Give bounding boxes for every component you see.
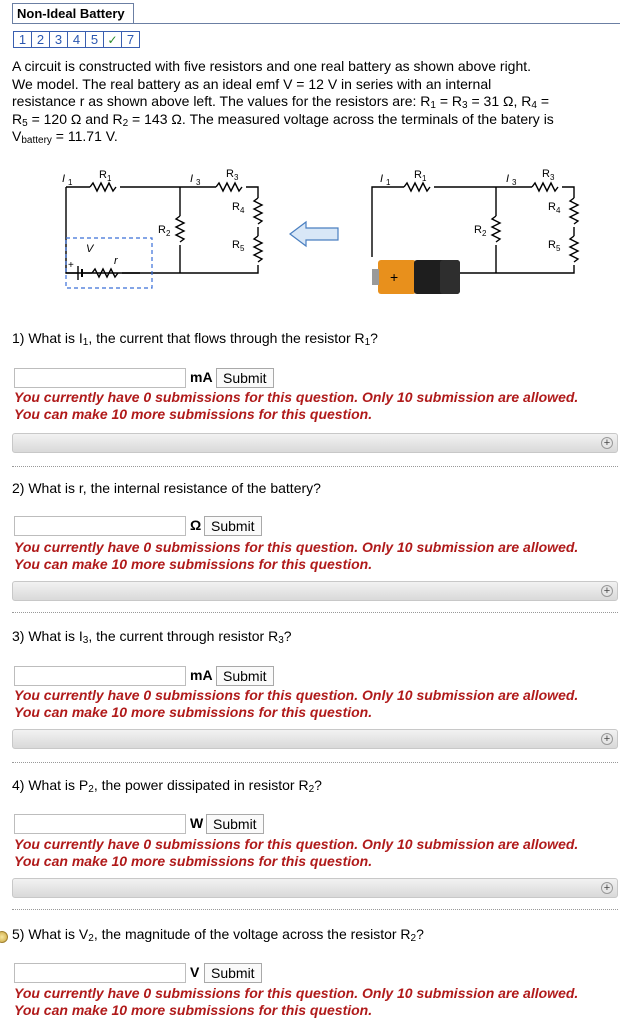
svg-text:I: I — [380, 173, 384, 185]
answer-2-input[interactable] — [14, 516, 186, 536]
svg-text:3: 3 — [512, 178, 517, 187]
label-r-internal: r — [114, 255, 118, 267]
svg-text:2: 2 — [482, 229, 487, 238]
hint-bar-3[interactable] — [12, 729, 618, 749]
answer-1-unit: mA — [190, 369, 213, 385]
submission-status-1: You currently have 0 submissions for this question. Only 10 submission are allowed. You can make 10 more submissions for this question. — [14, 389, 579, 422]
battery-plus-sign: + — [68, 260, 74, 271]
expand-plus-icon[interactable]: + — [601, 882, 613, 894]
label-i1: I — [62, 173, 66, 185]
step-3-link[interactable]: 3 — [49, 31, 68, 48]
svg-text:I: I — [506, 173, 510, 185]
svg-text:4: 4 — [556, 206, 561, 215]
step-navigation — [13, 31, 139, 48]
label-r3: R — [226, 168, 234, 180]
svg-text:3: 3 — [550, 173, 555, 182]
label-r5: R — [232, 239, 240, 251]
question-4: 4) What is $P_2$, the power dissipated in resistor $R_2$? — [12, 777, 322, 795]
submit-2-button[interactable]: Submit — [204, 516, 262, 536]
svg-text:+: + — [390, 269, 399, 285]
svg-text:5: 5 — [240, 244, 245, 253]
step-1-link[interactable]: 1 — [13, 31, 32, 48]
svg-text:3: 3 — [196, 178, 201, 187]
submit-5-button[interactable]: Submit — [204, 963, 262, 983]
expand-plus-icon[interactable]: + — [601, 733, 613, 745]
svg-text:1: 1 — [107, 174, 112, 183]
submit-3-button[interactable]: Submit — [216, 666, 274, 686]
svg-text:R: R — [474, 224, 482, 236]
step-6-check-icon[interactable]: ✓ — [103, 31, 122, 48]
question-2: 2) What is r, the internal resistance of the battery? — [12, 480, 321, 496]
svg-text:4: 4 — [240, 206, 245, 215]
answer-5-unit: V — [190, 964, 200, 980]
svg-text:2: 2 — [166, 229, 171, 238]
step-7-link[interactable]: 7 — [121, 31, 140, 48]
submit-1-button[interactable]: Submit — [216, 368, 274, 388]
assignment-title: Non-Ideal Battery — [12, 3, 134, 23]
answer-3-unit: mA — [190, 667, 213, 683]
svg-text:R: R — [414, 169, 422, 181]
svg-text:R: R — [542, 168, 550, 180]
question-5: 5) What is $V_2$, the magnitude of the voltage across the resistor $R_2$? — [12, 926, 424, 944]
question-1: 1) What is $I_1$, the current that flows through the resistor $R_1$? — [12, 330, 378, 348]
current-question-bullet-icon — [0, 931, 8, 943]
hint-bar-2[interactable] — [12, 581, 618, 601]
arrow-icon — [290, 222, 338, 246]
battery-icon — [372, 260, 460, 294]
label-i3: I — [190, 173, 194, 185]
question-3: 3) What is $I_3$, the current through resistor $R_3$? — [12, 628, 292, 646]
svg-text:R: R — [548, 239, 556, 251]
svg-text:5: 5 — [556, 244, 561, 253]
expand-plus-icon[interactable]: + — [601, 585, 613, 597]
answer-2-unit: Ω — [190, 517, 202, 533]
svg-text:1: 1 — [386, 178, 391, 187]
hint-bar-4[interactable] — [12, 878, 618, 898]
submission-status-2: You currently have 0 submissions for this question. Only 10 submission are allowed. You can make 10 more submissions for this question. — [14, 539, 579, 572]
answer-4-input[interactable] — [14, 814, 186, 834]
svg-text:3: 3 — [234, 173, 239, 182]
circuit-diagram — [0, 160, 633, 300]
label-r1: R — [99, 169, 107, 181]
expand-plus-icon[interactable]: + — [601, 437, 613, 449]
svg-text:R: R — [548, 201, 556, 213]
hint-bar-1[interactable] — [12, 433, 618, 453]
submission-status-3: You currently have 0 submissions for this question. Only 10 submission are allowed. You can make 10 more submissions for this question. — [14, 687, 579, 720]
svg-text:1: 1 — [68, 178, 73, 187]
svg-text:1: 1 — [422, 174, 427, 183]
answer-1-input[interactable] — [14, 368, 186, 388]
problem-statement: A circuit is constructed with five resistors and one real battery as shown above right. We model. The real battery as an ideal emf V = 12 V in series with an internal resistance r as shown above left. The values for the resistors are: $R_1 = R_3 = 31$ Ω, $R_4$ = $R_5 = 120$ Ω and $R_2 = 143$ Ω. The measured voltage across the terminals of the batery is $V_{battery} = 11.71$ V. — [12, 58, 554, 146]
step-2-link[interactable]: 2 — [31, 31, 50, 48]
step-4-link[interactable]: 4 — [67, 31, 86, 48]
submission-status-5: You currently have 0 submissions for this question. Only 10 submission are allowed. You can make 10 more submissions for this question. — [14, 985, 579, 1018]
answer-4-unit: W — [190, 815, 204, 831]
submit-4-button[interactable]: Submit — [206, 814, 264, 834]
submission-status-4: You currently have 0 submissions for this question. Only 10 submission are allowed. You can make 10 more submissions for this question. — [14, 836, 579, 869]
answer-5-input[interactable] — [14, 963, 186, 983]
title-underline — [12, 23, 620, 24]
label-r4: R — [232, 201, 240, 213]
step-5-link[interactable]: 5 — [85, 31, 104, 48]
label-v: V — [86, 243, 94, 255]
label-r2: R — [158, 224, 166, 236]
answer-3-input[interactable] — [14, 666, 186, 686]
